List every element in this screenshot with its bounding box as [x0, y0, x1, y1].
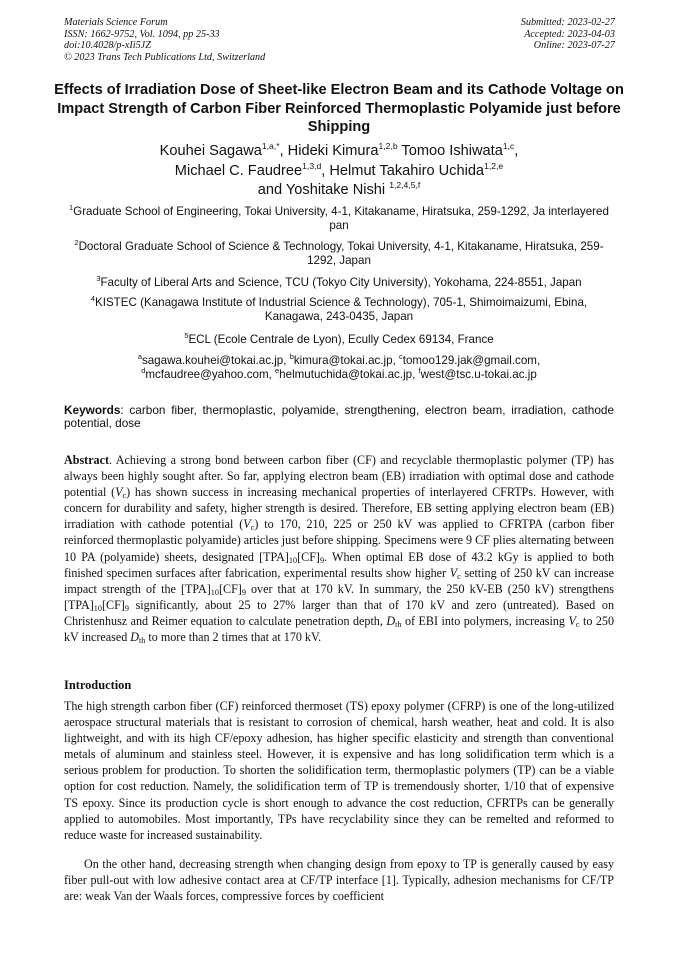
symbol-d: D	[130, 630, 140, 645]
symbol-sub: 9	[124, 603, 129, 613]
abstract-text: ) to 170, 210, 225 or 250 kV was applied to CFRTPA (carbon fiber reinforced thermoplastic polyamide) articles just before shipping. Specimens were 9 CF plies alternating between 10 PA (polyamide) sheets, designated [TPA]	[64, 517, 614, 564]
online-date: Online: 2023-07-27	[533, 40, 615, 52]
abstract-text: [CF]	[101, 597, 125, 612]
affiliation-1	[66, 205, 612, 233]
symbol-v: V	[568, 613, 576, 628]
email-link[interactable]: sagawa.kouhei@tokai.ac.jp,	[141, 354, 290, 367]
author-affil-sup: 1,2,b	[378, 141, 398, 151]
affiliation-num: 4	[90, 294, 95, 303]
symbol-sub: c	[250, 523, 255, 533]
symbol-sub: c	[122, 491, 127, 501]
symbol-sub: 10	[93, 603, 102, 613]
journal-header	[64, 17, 265, 63]
dates-header	[521, 17, 615, 52]
email-sup: c	[399, 352, 403, 361]
email-sup: f	[418, 365, 421, 375]
abstract-text: ) has shown success in increasing mechanical properties of interlayered CFRTPs. However, with concern for durability and safety, higher strength is desired. Therefore, EB setting applying electron beam (EB) irradiation with cathode potential (	[64, 485, 614, 532]
symbol-sub: 10	[288, 555, 298, 565]
author-affil-sup: 1,3,d	[302, 160, 322, 171]
author-name: Kouhei Sagawa	[159, 143, 262, 159]
author-name: , Hideki Kimura	[279, 143, 379, 159]
accepted-date: Accepted: 2023-04-03	[524, 28, 615, 40]
section-heading-introduction: Introduction	[64, 678, 132, 692]
email-link[interactable]: mcfaudree@yahoo.com,	[145, 367, 276, 381]
abstract-text: [CF]	[297, 549, 320, 564]
abstract-text: setting of 250 kV can increase impact strength of the [TPA]	[64, 565, 614, 596]
abstract-label: Abstract	[64, 453, 110, 467]
email-link[interactable]: west@tsc.u-tokai.ac.jp	[420, 367, 537, 381]
abstract-text: to 250 kV increased	[64, 613, 614, 645]
abstract-text: [CF]	[218, 581, 242, 596]
abstract-block	[64, 452, 614, 645]
affiliation-text: Graduate School of Engineering, Tokai University, 4-1, Kitakaname, Hiratsuka, 259-1292, Ja interlayered pan	[73, 205, 609, 232]
copyright-line: © 2023 Trans Tech Publications Ltd, Switzerland	[64, 51, 266, 63]
symbol-sub: 9	[241, 587, 246, 597]
author-list	[50, 142, 628, 201]
affiliation-3	[66, 276, 612, 290]
symbol-v: V	[115, 485, 123, 500]
affiliation-num: 5	[184, 331, 189, 340]
symbol-v: V	[243, 517, 251, 532]
email-sup: b	[289, 352, 294, 361]
symbol-sub: 10	[210, 587, 219, 597]
abstract-text: of EBI into polymers, increasing	[401, 613, 569, 628]
keywords-block	[64, 404, 614, 431]
symbol-sub: c	[575, 619, 580, 629]
submitted-date: Submitted: 2023-02-27	[520, 17, 615, 28]
keywords-label: Keywords	[64, 403, 121, 417]
affiliation-text: ECL (Ecole Centrale de Lyon), Ecully Cedex 69134, France	[188, 333, 494, 346]
author-name: Tomoo Ishiwata	[397, 143, 503, 159]
issn-line: ISSN: 1662-9752, Vol. 1094, pp 25-33	[64, 28, 220, 40]
affiliation-num: 3	[96, 274, 101, 283]
author-affil-sup: 1,c	[502, 141, 515, 151]
affiliation-num: 2	[74, 238, 79, 247]
author-name: , Helmut Takahiro Uchida	[321, 162, 485, 179]
email-link[interactable]: kimura@tokai.ac.jp,	[293, 354, 400, 367]
author-name: and Yoshitake Nishi	[257, 182, 390, 199]
symbol-sub: 9	[319, 555, 325, 565]
author-affil-sup: 1,a,*	[261, 141, 280, 151]
symbol-v: V	[449, 565, 458, 580]
affiliation-text: Doctoral Graduate School of Science & Technology, Tokai University, 4-1, Kitakaname, Hiratsuka, 259-1292, Japan	[78, 240, 604, 267]
abstract-text: . When optimal EB dose of 43.2 kGy is applied to both finished specimen surfaces after fabrication, experimental results show higher	[64, 549, 614, 580]
email-list	[66, 354, 612, 382]
introduction-paragraph-1: The high strength carbon fiber (CF) reinforced thermoset (TS) epoxy polymer (CFRP) is one of the long-utilized aerospace structural materials that is resistant to corrosion of chemical, harsh weather, heat and cold. It is also lightweight, and with its high CF/epoxy adhesion, has higher specific elasticity and strength than conventional metals of aluminum and stainless steel. However, it is expensive and has long solidification term which is a serious problem for production. To shorten the solidification term, thermoplastic polymers (TP) can be a viable option for cost reduction. Namely, the solidification term of TP is tremendously shorter, 1/10 that of expensive TS epoxy. Since its production cycle is short enough to advance the cost reduction, CFRTPs can be generally applied to automobiles. Most importantly, TPs have recyclability since they can be remelted and reformed to reduce waste for increased sustainability.	[64, 699, 614, 842]
abstract-text: significantly, about 25 to 27% larger than that of 170 kV and zero (untreated). Based on Christenhusz and Reimer equation to calculate penetration depth,	[64, 597, 614, 628]
affiliation-2	[66, 240, 612, 268]
email-sup: a	[137, 352, 142, 361]
affiliation-4	[66, 296, 612, 324]
symbol-sub: th	[395, 619, 402, 629]
abstract-text: over that at 170 kV. In summary, the 250 kV-EB (250 kV) strengthens [TPA]	[64, 581, 614, 612]
author-name: Michael C. Faudree	[174, 162, 303, 179]
affiliation-5	[66, 333, 612, 347]
paper-title: Effects of Irradiation Dose of Sheet-like Electron Beam and its Cathode Voltage on Impact Strength of Carbon Fiber Reinforced Thermoplastic Polyamide just before Shipping	[54, 82, 624, 136]
doi-line: doi:10.4028/p-xIi5JZ	[64, 40, 151, 52]
keywords-text: : carbon fiber, thermoplastic, polyamide, strengthening, electron beam, irradiation, cathode potential, dose	[64, 403, 614, 431]
introduction-paragraph-2: On the other hand, decreasing strength when changing design from epoxy to TP is generally caused by easy fiber pull-out with low adhesive contact area at CF/TP interface [1]. Typically, adhesion mechanisms for CF/TP are: weak Van der Waals forces, compressive forces by coefficient	[64, 857, 614, 904]
email-link[interactable]: tomoo129.jak@gmail.com,	[402, 354, 541, 367]
abstract-text: to more than 2 times that at 170 kV.	[145, 630, 322, 645]
symbol-sub: c	[457, 571, 461, 581]
email-sup: d	[141, 365, 146, 375]
abstract-text: . Achieving a strong bond between carbon fiber (CF) and recyclable thermoplastic polymer (TP) has always been highly sought after. So far, applying electron beam (EB) irradiation with optimal dose and cathode potential (	[64, 453, 614, 500]
email-sup: e	[275, 365, 280, 375]
affiliation-num: 1	[69, 203, 74, 212]
affiliation-text: KISTEC (Kanagawa Institute of Industrial Science & Technology), 705-1, Shimoimaizumi, Ebina, Kanagawa, 243-0435, Japan	[95, 296, 588, 323]
symbol-sub: th	[139, 636, 146, 646]
author-affil-sup: 1,2,e	[484, 160, 504, 171]
author-affil-sup: 1,2,4,5,f	[389, 180, 421, 191]
symbol-d: D	[386, 613, 396, 628]
email-link[interactable]: helmutuchida@tokai.ac.jp,	[279, 367, 419, 381]
journal-name: Materials Science Forum	[64, 17, 168, 28]
author-sep: ,	[514, 143, 519, 159]
affiliation-text: Faculty of Liberal Arts and Science, TCU (Tokyo City University), Yokohama, 224-8551, Japan	[100, 276, 582, 289]
